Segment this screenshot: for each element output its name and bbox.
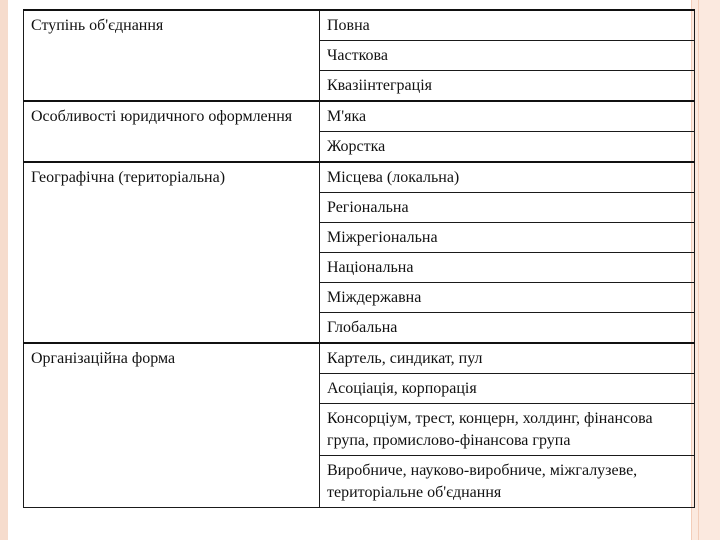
value-cell: Національна xyxy=(320,253,695,283)
category-cell: Організаційна форма xyxy=(24,343,320,508)
category-cell: Ступінь об'єднання xyxy=(24,10,320,101)
value-cell: Картель, синдикат, пул xyxy=(320,343,695,374)
value-cell: Місцева (локальна) xyxy=(320,162,695,193)
category-cell: Особливості юридичного оформлення xyxy=(24,101,320,162)
table-row xyxy=(24,101,695,132)
value-cell: Консорціум, трест, концерн, холдинг, фінансова група, промислово-фінансова група xyxy=(320,404,695,456)
slide-frame-right xyxy=(691,0,720,540)
category-cell: Географічна (територіальна) xyxy=(24,162,320,343)
table-row xyxy=(24,343,695,374)
value-cell: Часткова xyxy=(320,41,695,71)
classification-table xyxy=(23,9,695,508)
table-row xyxy=(24,162,695,193)
value-cell: Регіональна xyxy=(320,193,695,223)
value-cell: Міжрегіональна xyxy=(320,223,695,253)
value-cell: М'яка xyxy=(320,101,695,132)
value-cell: Повна xyxy=(320,10,695,41)
value-cell: Жорстка xyxy=(320,132,695,163)
value-cell: Квазіінтеграція xyxy=(320,71,695,102)
slide-frame-left xyxy=(0,0,8,540)
table-row xyxy=(24,10,695,41)
value-cell: Асоціація, корпорація xyxy=(320,374,695,404)
value-cell: Міждержавна xyxy=(320,283,695,313)
value-cell: Виробниче, науково-виробниче, міжгалузеве, територіальне об'єднання xyxy=(320,456,695,508)
value-cell: Глобальна xyxy=(320,313,695,344)
